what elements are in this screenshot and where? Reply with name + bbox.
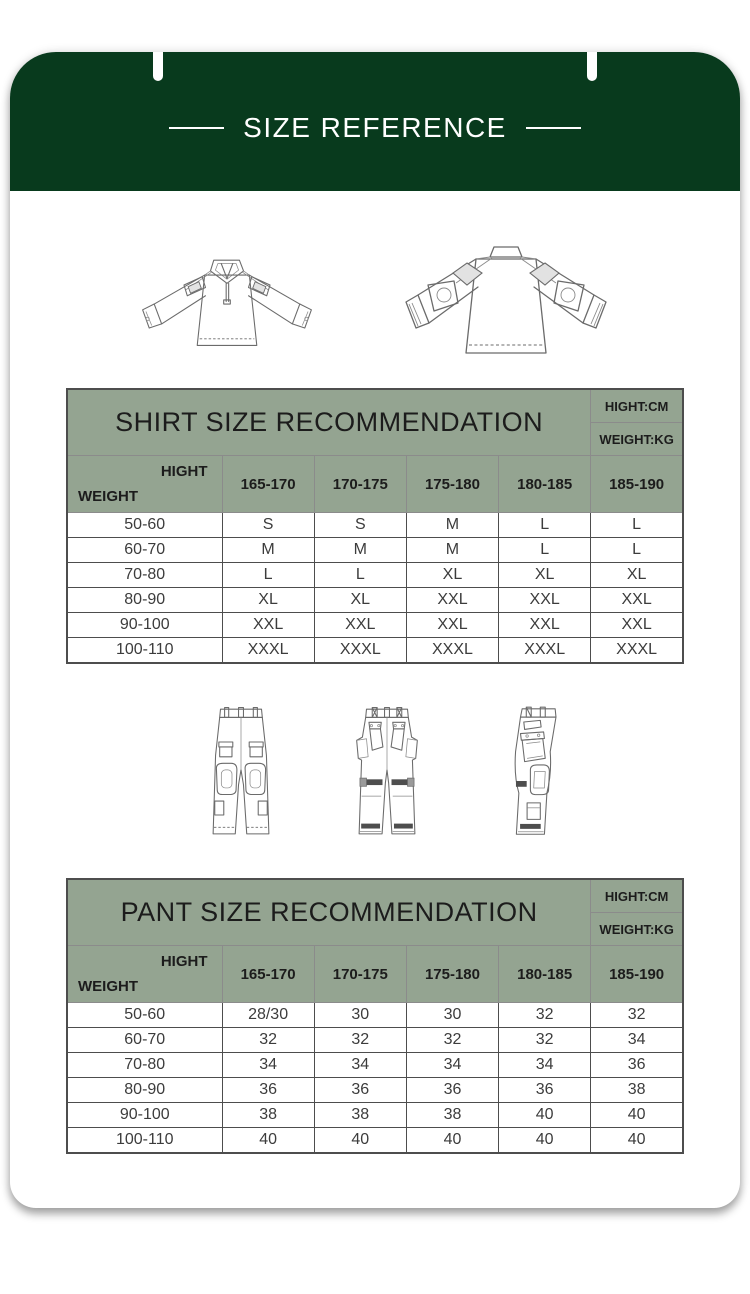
size-value-cell: XXL — [314, 613, 406, 638]
size-value-cell: S — [222, 513, 314, 538]
shirt-back-illustration — [394, 238, 618, 378]
weight-range-cell: 90-100 — [67, 613, 222, 638]
size-value-cell: 38 — [406, 1103, 498, 1128]
size-value-cell: 32 — [222, 1028, 314, 1053]
size-value-cell: 30 — [406, 1003, 498, 1028]
size-value-cell: 34 — [499, 1053, 591, 1078]
size-value-cell: XXL — [499, 613, 591, 638]
height-column-header: 175-180 — [406, 946, 498, 1003]
shirt-back-icon — [394, 238, 618, 378]
size-value-cell: XL — [222, 588, 314, 613]
size-value-cell: XXL — [406, 588, 498, 613]
size-value-cell: 32 — [499, 1028, 591, 1053]
table-row — [67, 563, 683, 588]
unit-weight-label: WEIGHT:KG — [591, 913, 683, 946]
size-value-cell: 40 — [314, 1128, 406, 1154]
table-row — [67, 1078, 683, 1103]
weight-range-cell: 50-60 — [67, 1003, 222, 1028]
size-value-cell: 34 — [406, 1053, 498, 1078]
weight-range-cell: 60-70 — [67, 538, 222, 563]
size-value-cell: XXL — [591, 613, 683, 638]
height-column-header: 170-175 — [314, 946, 406, 1003]
page-title: SIZE REFERENCE — [243, 111, 507, 143]
table-row — [67, 638, 683, 664]
height-column-header: 185-190 — [591, 946, 683, 1003]
shirt-front-illustration — [136, 240, 318, 378]
size-value-cell: L — [314, 563, 406, 588]
weight-range-cell: 50-60 — [67, 513, 222, 538]
corner-height-label: HIGHT — [160, 463, 208, 480]
size-value-cell: 40 — [499, 1128, 591, 1154]
weight-range-cell: 90-100 — [67, 1103, 222, 1128]
size-value-cell: 34 — [591, 1028, 683, 1053]
corner-weight-label: WEIGHT — [78, 978, 138, 995]
size-value-cell: XXXL — [222, 638, 314, 664]
pant-table-body — [67, 1003, 683, 1154]
size-value-cell: 36 — [222, 1078, 314, 1103]
pants-side-icon — [504, 693, 570, 855]
size-value-cell: 38 — [314, 1103, 406, 1128]
size-value-cell: XL — [406, 563, 498, 588]
table-row — [67, 1028, 683, 1053]
size-value-cell: M — [406, 513, 498, 538]
size-value-cell: 28/30 — [222, 1003, 314, 1028]
size-value-cell: XXXL — [314, 638, 406, 664]
pant-header-row — [67, 946, 683, 1003]
table-row — [67, 538, 683, 563]
weight-range-cell: 70-80 — [67, 1053, 222, 1078]
unit-weight-label: WEIGHT:KG — [591, 423, 683, 456]
size-value-cell: 40 — [591, 1103, 683, 1128]
height-column-header: 165-170 — [222, 456, 314, 513]
height-column-header: 185-190 — [591, 456, 683, 513]
height-column-header: 165-170 — [222, 946, 314, 1003]
size-value-cell: L — [591, 513, 683, 538]
size-value-cell: 34 — [314, 1053, 406, 1078]
size-value-cell: M — [222, 538, 314, 563]
corner-cell — [67, 946, 222, 1003]
height-column-header: 175-180 — [406, 456, 498, 513]
size-value-cell: XXXL — [591, 638, 683, 664]
size-value-cell: 32 — [314, 1028, 406, 1053]
size-value-cell: 40 — [406, 1128, 498, 1154]
corner-weight-label: WEIGHT — [78, 488, 138, 505]
height-column-header: 170-175 — [314, 456, 406, 513]
title-rule-right — [526, 127, 581, 129]
banner-title-wrap — [150, 112, 600, 144]
size-value-cell: 40 — [222, 1128, 314, 1154]
size-value-cell: 36 — [406, 1078, 498, 1103]
size-value-cell: XXXL — [406, 638, 498, 664]
table-row — [67, 588, 683, 613]
size-value-cell: XXL — [222, 613, 314, 638]
table-row — [67, 1128, 683, 1154]
size-value-cell: XXL — [499, 588, 591, 613]
size-value-cell: 40 — [591, 1128, 683, 1154]
corner-height-label: HIGHT — [160, 953, 208, 970]
pants-front-illustration — [200, 693, 282, 855]
unit-height-label: HIGHT:CM — [591, 389, 683, 423]
size-value-cell: 40 — [499, 1103, 591, 1128]
size-value-cell: 32 — [591, 1003, 683, 1028]
weight-range-cell: 80-90 — [67, 1078, 222, 1103]
size-value-cell: L — [591, 538, 683, 563]
size-value-cell: XXL — [406, 613, 498, 638]
pants-front-icon — [200, 693, 282, 855]
size-value-cell: 38 — [591, 1078, 683, 1103]
size-value-cell: L — [222, 563, 314, 588]
shirt-size-table — [66, 388, 684, 664]
table-row — [67, 613, 683, 638]
pant-size-table — [66, 878, 684, 1154]
size-value-cell: XL — [499, 563, 591, 588]
pants-back-illustration — [346, 693, 428, 855]
weight-range-cell: 100-110 — [67, 1128, 222, 1154]
size-value-cell: 32 — [499, 1003, 591, 1028]
size-value-cell: XXL — [591, 588, 683, 613]
table-row — [67, 513, 683, 538]
size-value-cell: M — [406, 538, 498, 563]
weight-range-cell: 70-80 — [67, 563, 222, 588]
shirt-table-body — [67, 513, 683, 664]
size-value-cell: L — [499, 513, 591, 538]
size-value-cell: L — [499, 538, 591, 563]
table-row — [67, 1053, 683, 1078]
size-value-cell: XL — [314, 588, 406, 613]
size-value-cell: 36 — [314, 1078, 406, 1103]
height-column-header: 180-185 — [499, 946, 591, 1003]
shirt-table-title: SHIRT SIZE RECOMMENDATION — [67, 389, 591, 456]
table-row — [67, 1103, 683, 1128]
banner — [10, 52, 740, 191]
hanger-notch-left — [153, 52, 163, 81]
pants-back-icon — [346, 693, 428, 855]
size-value-cell: XL — [591, 563, 683, 588]
size-value-cell: 32 — [406, 1028, 498, 1053]
height-column-header: 180-185 — [499, 456, 591, 513]
size-value-cell: 36 — [591, 1053, 683, 1078]
pants-side-illustration — [504, 693, 570, 855]
size-value-cell: XXXL — [499, 638, 591, 664]
size-chart-card — [10, 52, 740, 1208]
size-value-cell: 38 — [222, 1103, 314, 1128]
unit-height-label: HIGHT:CM — [591, 879, 683, 913]
shirt-front-icon — [136, 240, 318, 378]
size-value-cell: M — [314, 538, 406, 563]
size-value-cell: 30 — [314, 1003, 406, 1028]
size-value-cell: 36 — [499, 1078, 591, 1103]
weight-range-cell: 100-110 — [67, 638, 222, 664]
size-value-cell: S — [314, 513, 406, 538]
table-row — [67, 1003, 683, 1028]
weight-range-cell: 80-90 — [67, 588, 222, 613]
title-rule-left — [169, 127, 224, 129]
corner-cell — [67, 456, 222, 513]
shirt-header-row — [67, 456, 683, 513]
size-value-cell: 34 — [222, 1053, 314, 1078]
hanger-notch-right — [587, 52, 597, 81]
pant-table-title: PANT SIZE RECOMMENDATION — [67, 879, 591, 946]
weight-range-cell: 60-70 — [67, 1028, 222, 1053]
